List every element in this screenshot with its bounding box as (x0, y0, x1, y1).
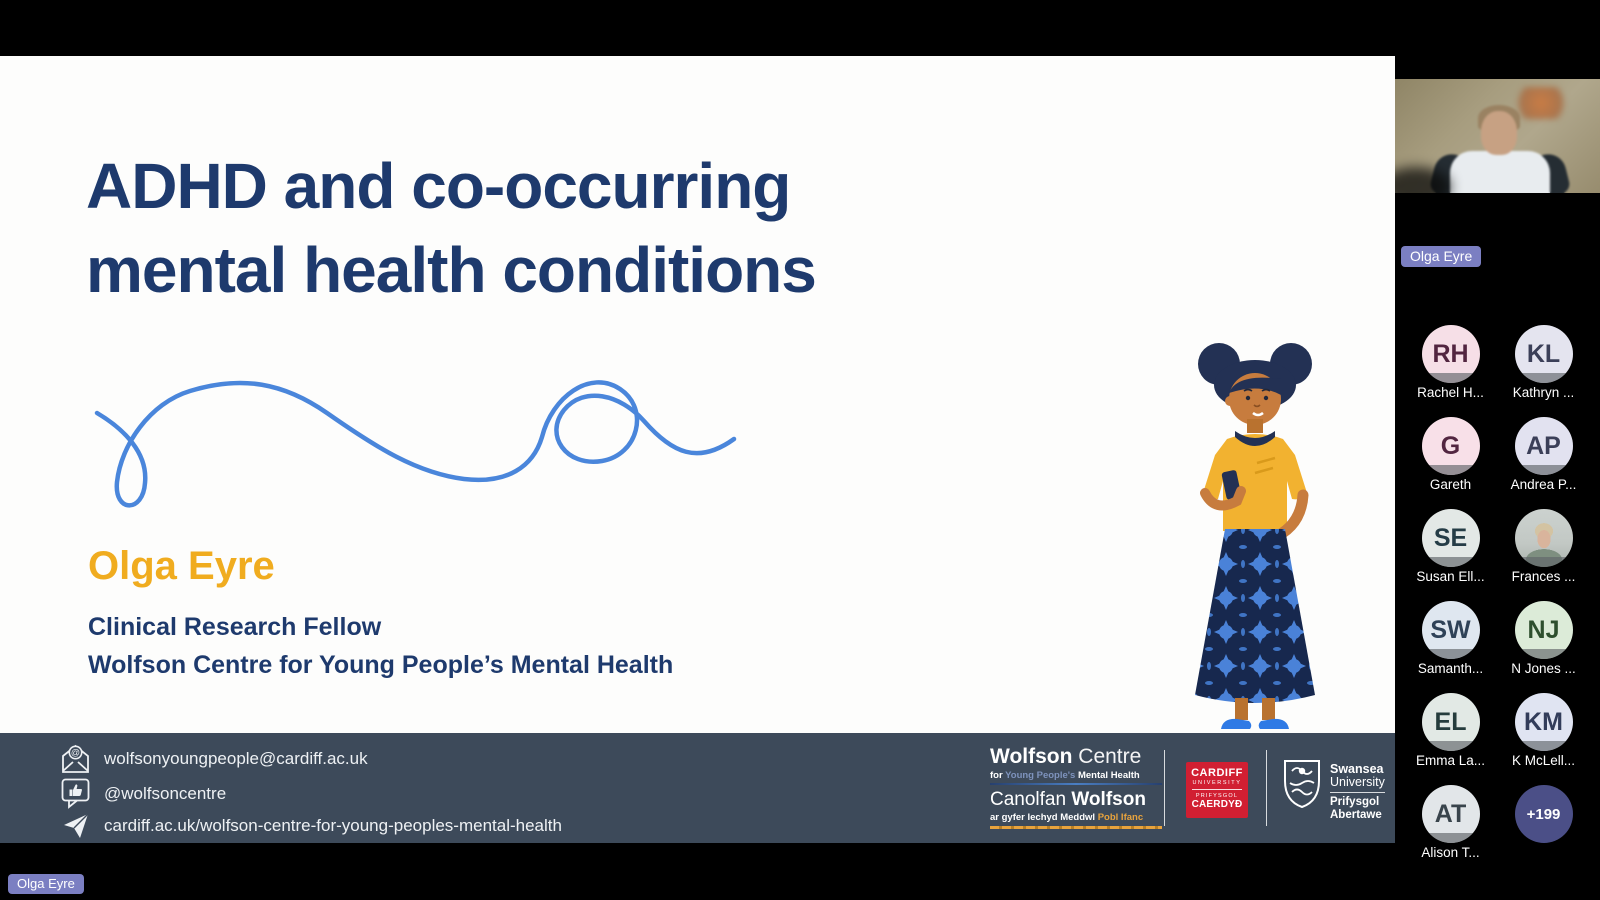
cardiff-logo-line1: CARDIFF (1191, 767, 1243, 779)
presentation-slide (0, 56, 1395, 843)
slide-title-line1: ADHD and co-occurring (86, 150, 791, 222)
swansea-logo-line2: University (1330, 776, 1385, 793)
wolfson-logo-en-sub-mid: Young People's (1005, 770, 1078, 781)
participant-tile[interactable] (1404, 417, 1497, 509)
contact-social-row (60, 778, 226, 809)
squiggle-decoration (92, 361, 742, 521)
wolfson-logo-cy-sub-accent: Pobl Ifanc (1097, 812, 1144, 823)
participant-name: Frances ... (1511, 569, 1576, 584)
avatar-bottom-band (1515, 557, 1573, 567)
swansea-logo-line1: Swansea (1330, 762, 1384, 776)
swansea-university-logo (1283, 759, 1385, 822)
swansea-logo-line3: Prifysgol (1330, 796, 1380, 808)
participant-name: Alison T... (1421, 845, 1480, 860)
participant-initials-avatar: NJ (1515, 601, 1573, 659)
avatar-bottom-band (1515, 649, 1573, 659)
footer-divider (1266, 750, 1267, 826)
wolfson-logo-cy-light: Canolfan (990, 789, 1072, 810)
participant-name: N Jones ... (1511, 661, 1576, 676)
contact-website-row (60, 812, 562, 839)
speaker-video-feed[interactable] (1395, 79, 1600, 193)
participant-name: Andrea P... (1510, 477, 1577, 492)
contact-email-row (60, 742, 368, 775)
participant-initials-avatar: AT (1422, 785, 1480, 843)
presenter-role-org: Wolfson Centre for Young People’s Mental Health (88, 651, 674, 679)
participant-name: Rachel H... (1417, 385, 1484, 400)
cardiff-logo-line4: CAERDYÐ (1191, 799, 1243, 810)
wolfson-logo-en-sub-post: Mental Health (1077, 770, 1140, 781)
email-icon (60, 742, 91, 775)
participant-tile[interactable] (1497, 785, 1590, 877)
participant-photo-avatar (1515, 509, 1573, 567)
participant-initials-avatar: EL (1422, 693, 1480, 751)
participant-tile[interactable] (1404, 601, 1497, 693)
wolfson-logo-blue-rule (990, 783, 1162, 785)
contact-website-text: cardiff.ac.uk/wolfson-centre-for-young-peoples-mental-health (104, 815, 562, 835)
wolfson-logo-cy-bold: Wolfson (1071, 789, 1146, 810)
participant-initials-avatar: SW (1422, 601, 1480, 659)
swansea-logo-line4: Abertawe (1330, 809, 1382, 821)
participant-tile[interactable] (1497, 325, 1590, 417)
participant-tile[interactable] (1404, 509, 1497, 601)
participant-initials-avatar: KL (1515, 325, 1573, 383)
participant-name: Gareth (1429, 477, 1472, 492)
avatar-bottom-band (1422, 833, 1480, 843)
avatar-bottom-band (1422, 465, 1480, 475)
wolfson-logo-cy-sub-pre: ar gyfer Iechyd Meddwl (990, 812, 1098, 823)
slide-footer-bar (0, 733, 1395, 843)
avatar-bottom-band (1515, 373, 1573, 383)
avatar-bottom-band (1515, 741, 1573, 751)
overflow-count-badge: +199 (1515, 785, 1573, 843)
wolfson-logo-en-sub-pre: for (990, 770, 1006, 781)
cardiff-logo-line3: PRIFYSGOL (1195, 793, 1239, 799)
wolfson-logo-en-bold: Wolfson (990, 745, 1073, 768)
active-speaker-label: Olga Eyre (8, 874, 84, 894)
cardiff-logo-line2: UNIVERSITY (1192, 780, 1242, 790)
cardiff-university-logo (1186, 762, 1248, 818)
avatar-bottom-band (1422, 373, 1480, 383)
participant-tile[interactable] (1404, 785, 1497, 877)
swansea-crest-icon (1283, 759, 1321, 809)
avatar-bottom-band (1422, 741, 1480, 751)
participant-initials-avatar: KM (1515, 693, 1573, 751)
slide-title (86, 144, 816, 312)
participant-initials-avatar: G (1422, 417, 1480, 475)
participant-tile[interactable] (1497, 509, 1590, 601)
contact-email-text: wolfsonyoungpeople@cardiff.ac.uk (104, 748, 368, 768)
participant-name: Susan Ell... (1416, 569, 1485, 584)
girl-with-phone-illustration (1175, 343, 1335, 733)
wolfson-centre-logo (990, 745, 1162, 829)
participant-tile[interactable] (1404, 325, 1497, 417)
participant-tile[interactable] (1497, 693, 1590, 785)
presenter-roles (88, 608, 673, 684)
participant-name: Samanth... (1417, 661, 1484, 676)
wolfson-logo-orange-rule (990, 826, 1162, 829)
speaker-name-label: Olga Eyre (1401, 246, 1481, 267)
share-icon (60, 812, 91, 839)
participant-name: K McLell... (1511, 753, 1576, 768)
presenter-role-title: Clinical Research Fellow (88, 613, 382, 641)
participant-name: Emma La... (1415, 753, 1486, 768)
participant-grid (1404, 325, 1590, 877)
footer-divider (1164, 750, 1165, 826)
social-icon (60, 778, 91, 809)
contact-social-text: @wolfsoncentre (104, 783, 227, 803)
participant-tile[interactable] (1497, 417, 1590, 509)
slide-title-line2: mental health conditions (86, 234, 816, 306)
participant-initials-avatar: SE (1422, 509, 1480, 567)
participant-name: Kathryn ... (1512, 385, 1575, 400)
participant-tile[interactable] (1497, 601, 1590, 693)
avatar-bottom-band (1422, 557, 1480, 567)
participant-initials-avatar: RH (1422, 325, 1480, 383)
wolfson-logo-en-light: Centre (1072, 745, 1142, 768)
avatar-bottom-band (1515, 465, 1573, 475)
participant-initials-avatar: AP (1515, 417, 1573, 475)
video-blur-overlay (1395, 79, 1600, 193)
presenter-name: Olga Eyre (88, 544, 275, 588)
avatar-bottom-band (1422, 649, 1480, 659)
svg-text:@: @ (70, 747, 81, 758)
participant-tile[interactable] (1404, 693, 1497, 785)
